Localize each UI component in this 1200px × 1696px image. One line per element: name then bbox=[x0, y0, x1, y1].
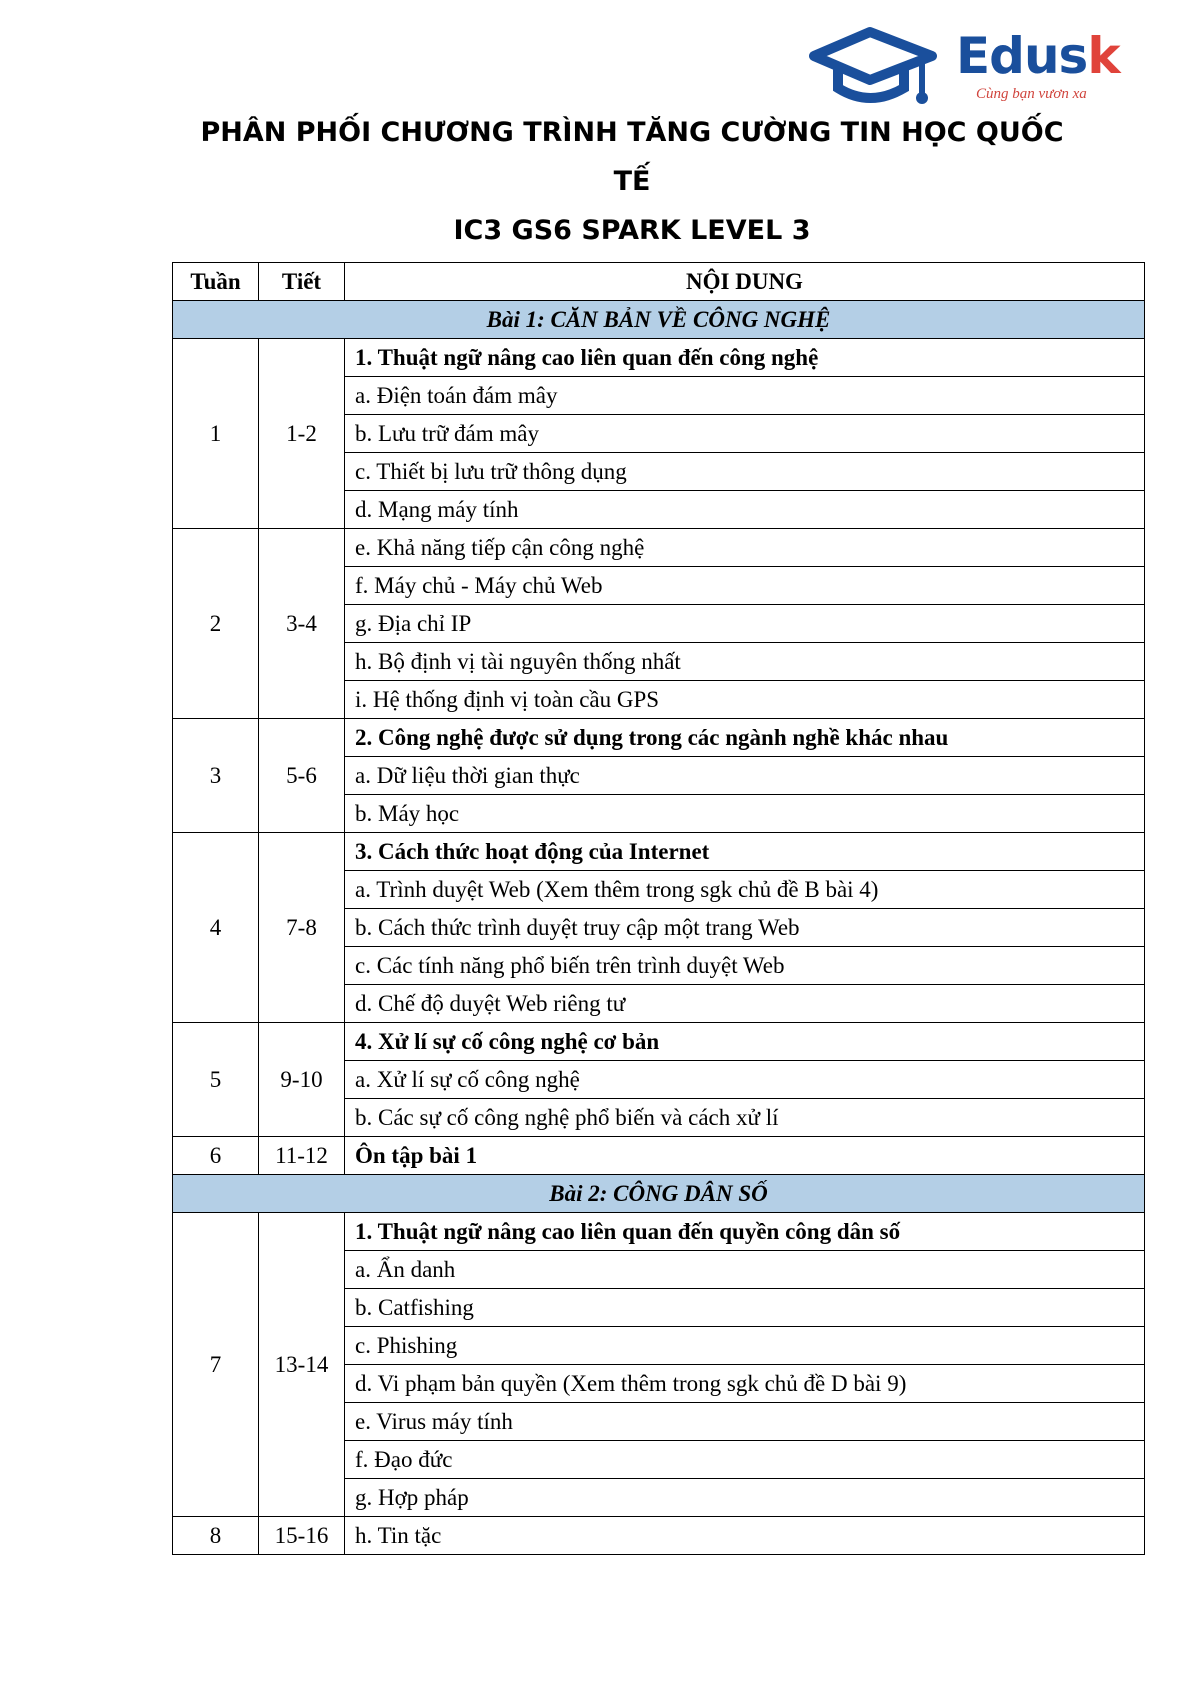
period-cell: 3-4 bbox=[259, 529, 345, 719]
topic-item-cell: g. Hợp pháp bbox=[345, 1479, 1145, 1517]
topic-item-cell: b. Lưu trữ đám mây bbox=[345, 415, 1145, 453]
topic-item-cell: f. Máy chủ - Máy chủ Web bbox=[345, 567, 1145, 605]
table-body bbox=[173, 301, 1145, 1555]
period-cell: 9-10 bbox=[259, 1023, 345, 1137]
topic-item-cell: b. Catfishing bbox=[345, 1289, 1145, 1327]
table-header-row bbox=[173, 263, 1145, 301]
topic-item-cell: c. Các tính năng phổ biến trên trình duyệt Web bbox=[345, 947, 1145, 985]
topic-item-cell: d. Chế độ duyệt Web riêng tư bbox=[345, 985, 1145, 1023]
table-row bbox=[173, 1213, 1145, 1251]
period-cell: 1-2 bbox=[259, 339, 345, 529]
week-cell: 4 bbox=[173, 833, 259, 1023]
title-line-2: TẾ bbox=[613, 166, 651, 197]
period-cell: 7-8 bbox=[259, 833, 345, 1023]
period-cell: 11-12 bbox=[259, 1137, 345, 1175]
table-row bbox=[173, 529, 1145, 567]
header-content: NỘI DUNG bbox=[345, 263, 1145, 301]
topic-item-cell: c. Thiết bị lưu trữ thông dụng bbox=[345, 453, 1145, 491]
section-row bbox=[173, 1175, 1145, 1213]
table-row bbox=[173, 1137, 1145, 1175]
topic-item-cell: a. Ẩn danh bbox=[345, 1251, 1145, 1289]
logo-brand: Edusk bbox=[956, 27, 1120, 85]
week-cell: 3 bbox=[173, 719, 259, 833]
topic-item-cell: h. Tin tặc bbox=[345, 1517, 1145, 1555]
section-title: Bài 1: CĂN BẢN VỀ CÔNG NGHỆ bbox=[173, 301, 1145, 339]
topic-item-cell: e. Khả năng tiếp cận công nghệ bbox=[345, 529, 1145, 567]
topic-heading-cell: 2. Công nghệ được sử dụng trong các ngành nghề khác nhau bbox=[345, 719, 1145, 757]
header-week: Tuần bbox=[173, 263, 259, 301]
week-cell: 2 bbox=[173, 529, 259, 719]
topic-item-cell: f. Đạo đức bbox=[345, 1441, 1145, 1479]
graduation-cap-icon bbox=[808, 24, 948, 112]
topic-item-cell: a. Điện toán đám mây bbox=[345, 377, 1145, 415]
topic-heading-cell: 1. Thuật ngữ nâng cao liên quan đến quyền công dân số bbox=[345, 1213, 1145, 1251]
topic-item-cell: b. Các sự cố công nghệ phổ biến và cách xử lí bbox=[345, 1099, 1145, 1137]
topic-item-cell: g. Địa chỉ IP bbox=[345, 605, 1145, 643]
topic-item-cell: e. Virus máy tính bbox=[345, 1403, 1145, 1441]
document-title bbox=[172, 108, 1092, 255]
table-row bbox=[173, 1023, 1145, 1061]
topic-item-cell: h. Bộ định vị tài nguyên thống nhất bbox=[345, 643, 1145, 681]
topic-heading-cell: 1. Thuật ngữ nâng cao liên quan đến công nghệ bbox=[345, 339, 1145, 377]
section-title: Bài 2: CÔNG DÂN SỐ bbox=[173, 1175, 1145, 1213]
week-cell: 6 bbox=[173, 1137, 259, 1175]
week-cell: 7 bbox=[173, 1213, 259, 1517]
table-row bbox=[173, 339, 1145, 377]
topic-item-cell: a. Dữ liệu thời gian thực bbox=[345, 757, 1145, 795]
topic-heading-cell: Ôn tập bài 1 bbox=[345, 1137, 1145, 1175]
period-cell: 13-14 bbox=[259, 1213, 345, 1517]
topic-item-cell: d. Mạng máy tính bbox=[345, 491, 1145, 529]
edusk-logo bbox=[808, 24, 1148, 112]
section-row bbox=[173, 301, 1145, 339]
curriculum-table bbox=[172, 262, 1145, 1555]
topic-heading-cell: 3. Cách thức hoạt động của Internet bbox=[345, 833, 1145, 871]
week-cell: 5 bbox=[173, 1023, 259, 1137]
logo-slogan: Cùng bạn vươn xa bbox=[976, 86, 1087, 102]
week-cell: 1 bbox=[173, 339, 259, 529]
topic-item-cell: i. Hệ thống định vị toàn cầu GPS bbox=[345, 681, 1145, 719]
title-line-3: IC3 GS6 SPARK LEVEL 3 bbox=[453, 215, 811, 246]
topic-heading-cell: 4. Xử lí sự cố công nghệ cơ bản bbox=[345, 1023, 1145, 1061]
table-row bbox=[173, 719, 1145, 757]
week-cell: 8 bbox=[173, 1517, 259, 1555]
topic-item-cell: d. Vi phạm bản quyền (Xem thêm trong sgk chủ đề D bài 9) bbox=[345, 1365, 1145, 1403]
topic-item-cell: a. Trình duyệt Web (Xem thêm trong sgk chủ đề B bài 4) bbox=[345, 871, 1145, 909]
table-row bbox=[173, 1517, 1145, 1555]
period-cell: 15-16 bbox=[259, 1517, 345, 1555]
title-line-1: PHÂN PHỐI CHƯƠNG TRÌNH TĂNG CƯỜNG TIN HỌC QUỐC bbox=[200, 117, 1064, 148]
topic-item-cell: b. Cách thức trình duyệt truy cập một trang Web bbox=[345, 909, 1145, 947]
topic-item-cell: c. Phishing bbox=[345, 1327, 1145, 1365]
topic-item-cell: b. Máy học bbox=[345, 795, 1145, 833]
period-cell: 5-6 bbox=[259, 719, 345, 833]
topic-item-cell: a. Xử lí sự cố công nghệ bbox=[345, 1061, 1145, 1099]
header-period: Tiết bbox=[259, 263, 345, 301]
table-row bbox=[173, 833, 1145, 871]
